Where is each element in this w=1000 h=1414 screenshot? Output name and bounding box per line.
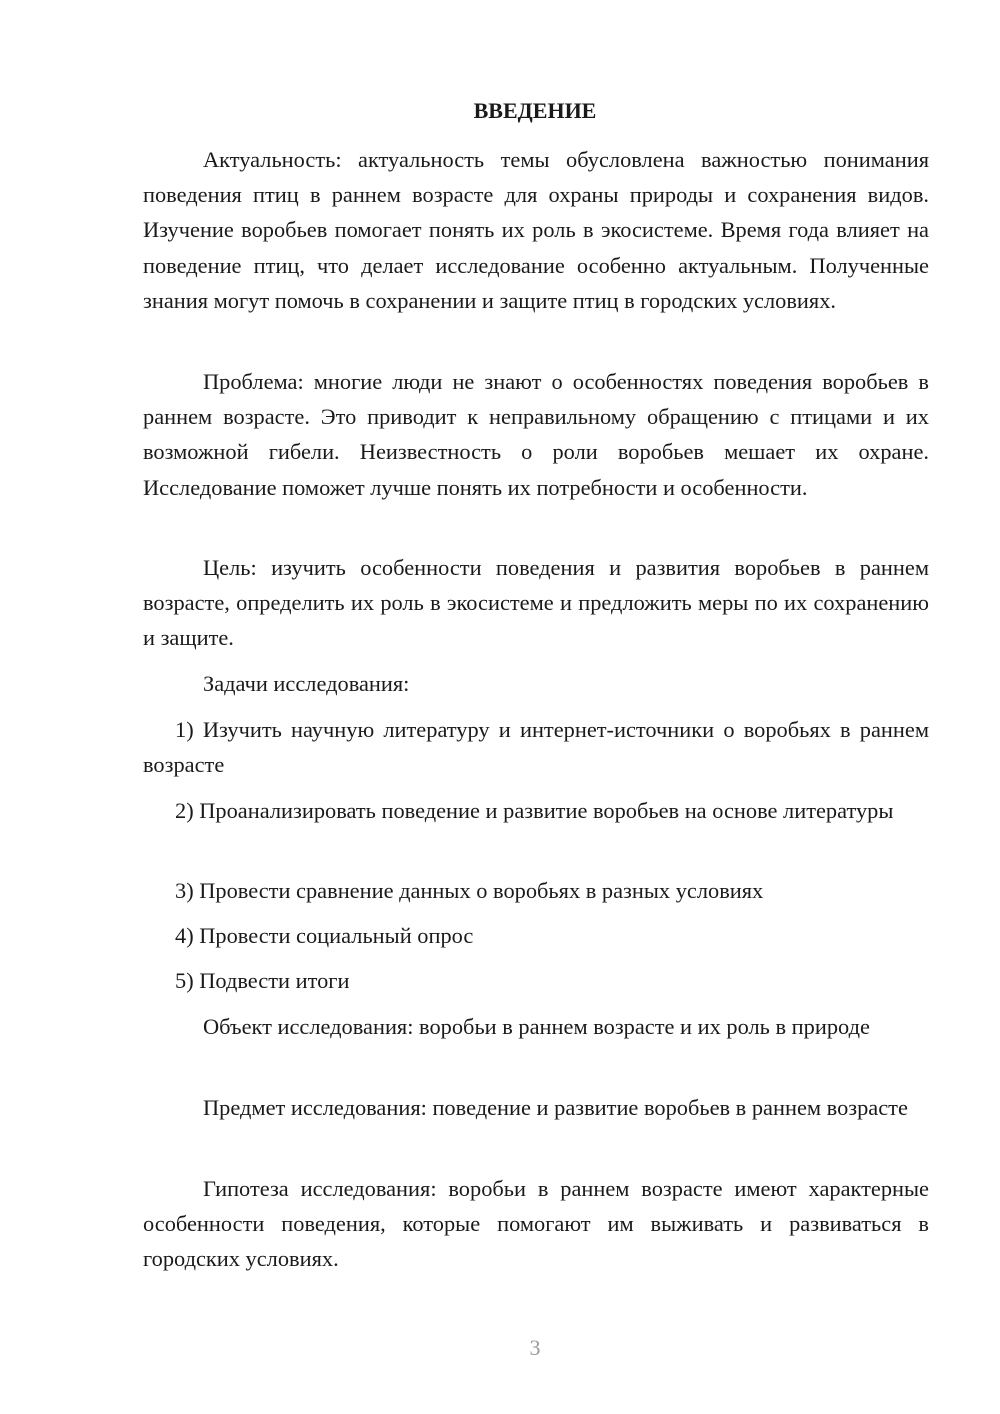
page-heading: ВВЕДЕНИЕ — [473, 98, 597, 123]
paragraph-hypothesis: Гипотеза исследования: воробьи в раннем возрасте имеют характерные особенности поведения, которые помогают им выживать и развиваться в городских условиях. — [143, 1176, 929, 1272]
paragraph-object: Объект исследования: воробьи в раннем возрасте и их роль в природе — [203, 1014, 870, 1039]
paragraph-problem: Проблема: многие люди не знают о особенностях поведения воробьев в раннем возрасте. Это приводит к неправильному обращению с птицами и их возможной гибели. Неизвестность о роли воробьев мешает их охране. Исследование поможет лучше понять их потребности и особенности. — [143, 369, 929, 500]
tasks-title: Задачи исследования: — [203, 671, 410, 696]
list-item-task-5: 5) Подвести итоги — [175, 968, 350, 993]
list-item-task-1: 1) Изучить научную литературу и интернет-источники о воробьях в раннем возрасте — [143, 717, 929, 778]
list-item-task-3: 3) Провести сравнение данных о воробьях в разных условиях — [175, 878, 764, 903]
page-number: 3 — [529, 1335, 541, 1360]
list-item-task-4: 4) Провести социальный опрос — [175, 923, 474, 948]
paragraph-goal: Цель: изучить особенности поведения и развития воробьев в раннем возрасте, определить их роль в экосистеме и предложить меры по их сохранению и защите. — [143, 555, 929, 651]
paragraph-subject: Предмет исследования: поведение и развитие воробьев в раннем возрасте — [203, 1095, 908, 1120]
paragraph-relevance: Актуальность: актуальность темы обусловлена важностью понимания поведения птиц в раннем возрасте для охраны природы и сохранения видов. Изучение воробьев помогает понять их роль в экосистеме. Время года влияет на поведение птиц, что делает исследование особенно актуальным. Полученные знания могут помочь в сохранении и защите птиц в городских условиях. — [143, 147, 929, 313]
list-item-task-2: 2) Проанализировать поведение и развитие воробьев на основе литературы — [175, 798, 894, 823]
